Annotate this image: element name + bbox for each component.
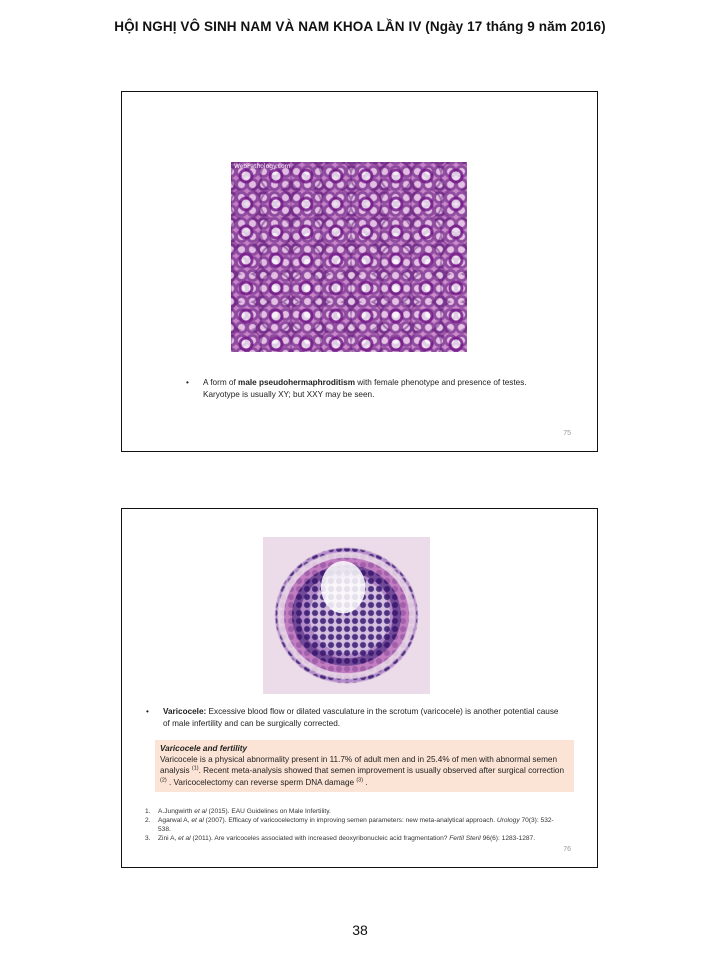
slide-number: 75 — [563, 430, 571, 437]
slide-number: 76 — [563, 846, 571, 853]
page-number: 38 — [352, 922, 368, 938]
reference-list — [145, 807, 565, 843]
bullet-icon: • — [146, 707, 149, 716]
image-watermark: WebPathology.com — [234, 163, 291, 170]
slide-75 — [121, 91, 598, 452]
bullet-bold-term: male pseudohermaphroditism — [238, 378, 355, 387]
histology-image-testis — [231, 162, 467, 352]
slide-bullet — [186, 377, 546, 400]
bullet-text: A form of male pseudohermaphroditism with female phenotype and presence of testes. Karyotype is usually XY; but XXY may be seen. — [203, 378, 527, 399]
reference-item: 3. Zini A, et al (2011). Are varicoceles associated with increased deoxyribonucleic acid fragmentation? Fertil Steril 96(6): 1283-1287. — [145, 835, 536, 842]
callout-box — [155, 740, 574, 792]
reference-item: 1. A.Jungwirth et al (2015). EAU Guidelines on Male Infertility. — [145, 808, 331, 815]
bullet-icon: • — [186, 378, 189, 387]
page-header: HỘI NGHỊ VÔ SINH NAM VÀ NAM KHOA LẦN IV (Ngày 17 tháng 9 năm 2016) — [114, 19, 606, 34]
reference-item: 2. Agarwal A, et al (2007). Efficacy of varicocelectomy in improving semen parameters: new meta-analytical approach. Urology 70(3): 532-538. — [145, 817, 554, 833]
slide-bullet — [146, 706, 566, 729]
bullet-text: Varicocele: Excessive blood flow or dilated vasculature in the scrotum (varicocele) is another potential cause of male infertility and can be surgically corrected. — [163, 707, 559, 728]
callout-title: Varicocele and fertility — [160, 744, 248, 753]
callout-text: Varicocele is a physical abnormality present in 11.7% of adult men and in 25.4% of men with abnormal semen analysis $^{(1)}$. Recent meta-analysis showed that semen improvement is usually observed after surgical correction $^{(2)}$ . Varicocelectomy can reverse sperm DNA damage $^{(3)}$ . — [160, 755, 565, 787]
histology-image-seminiferous-tubule — [263, 537, 430, 694]
slide-76 — [121, 508, 598, 868]
bullet-bold-term: Varicocele: — [163, 707, 207, 716]
